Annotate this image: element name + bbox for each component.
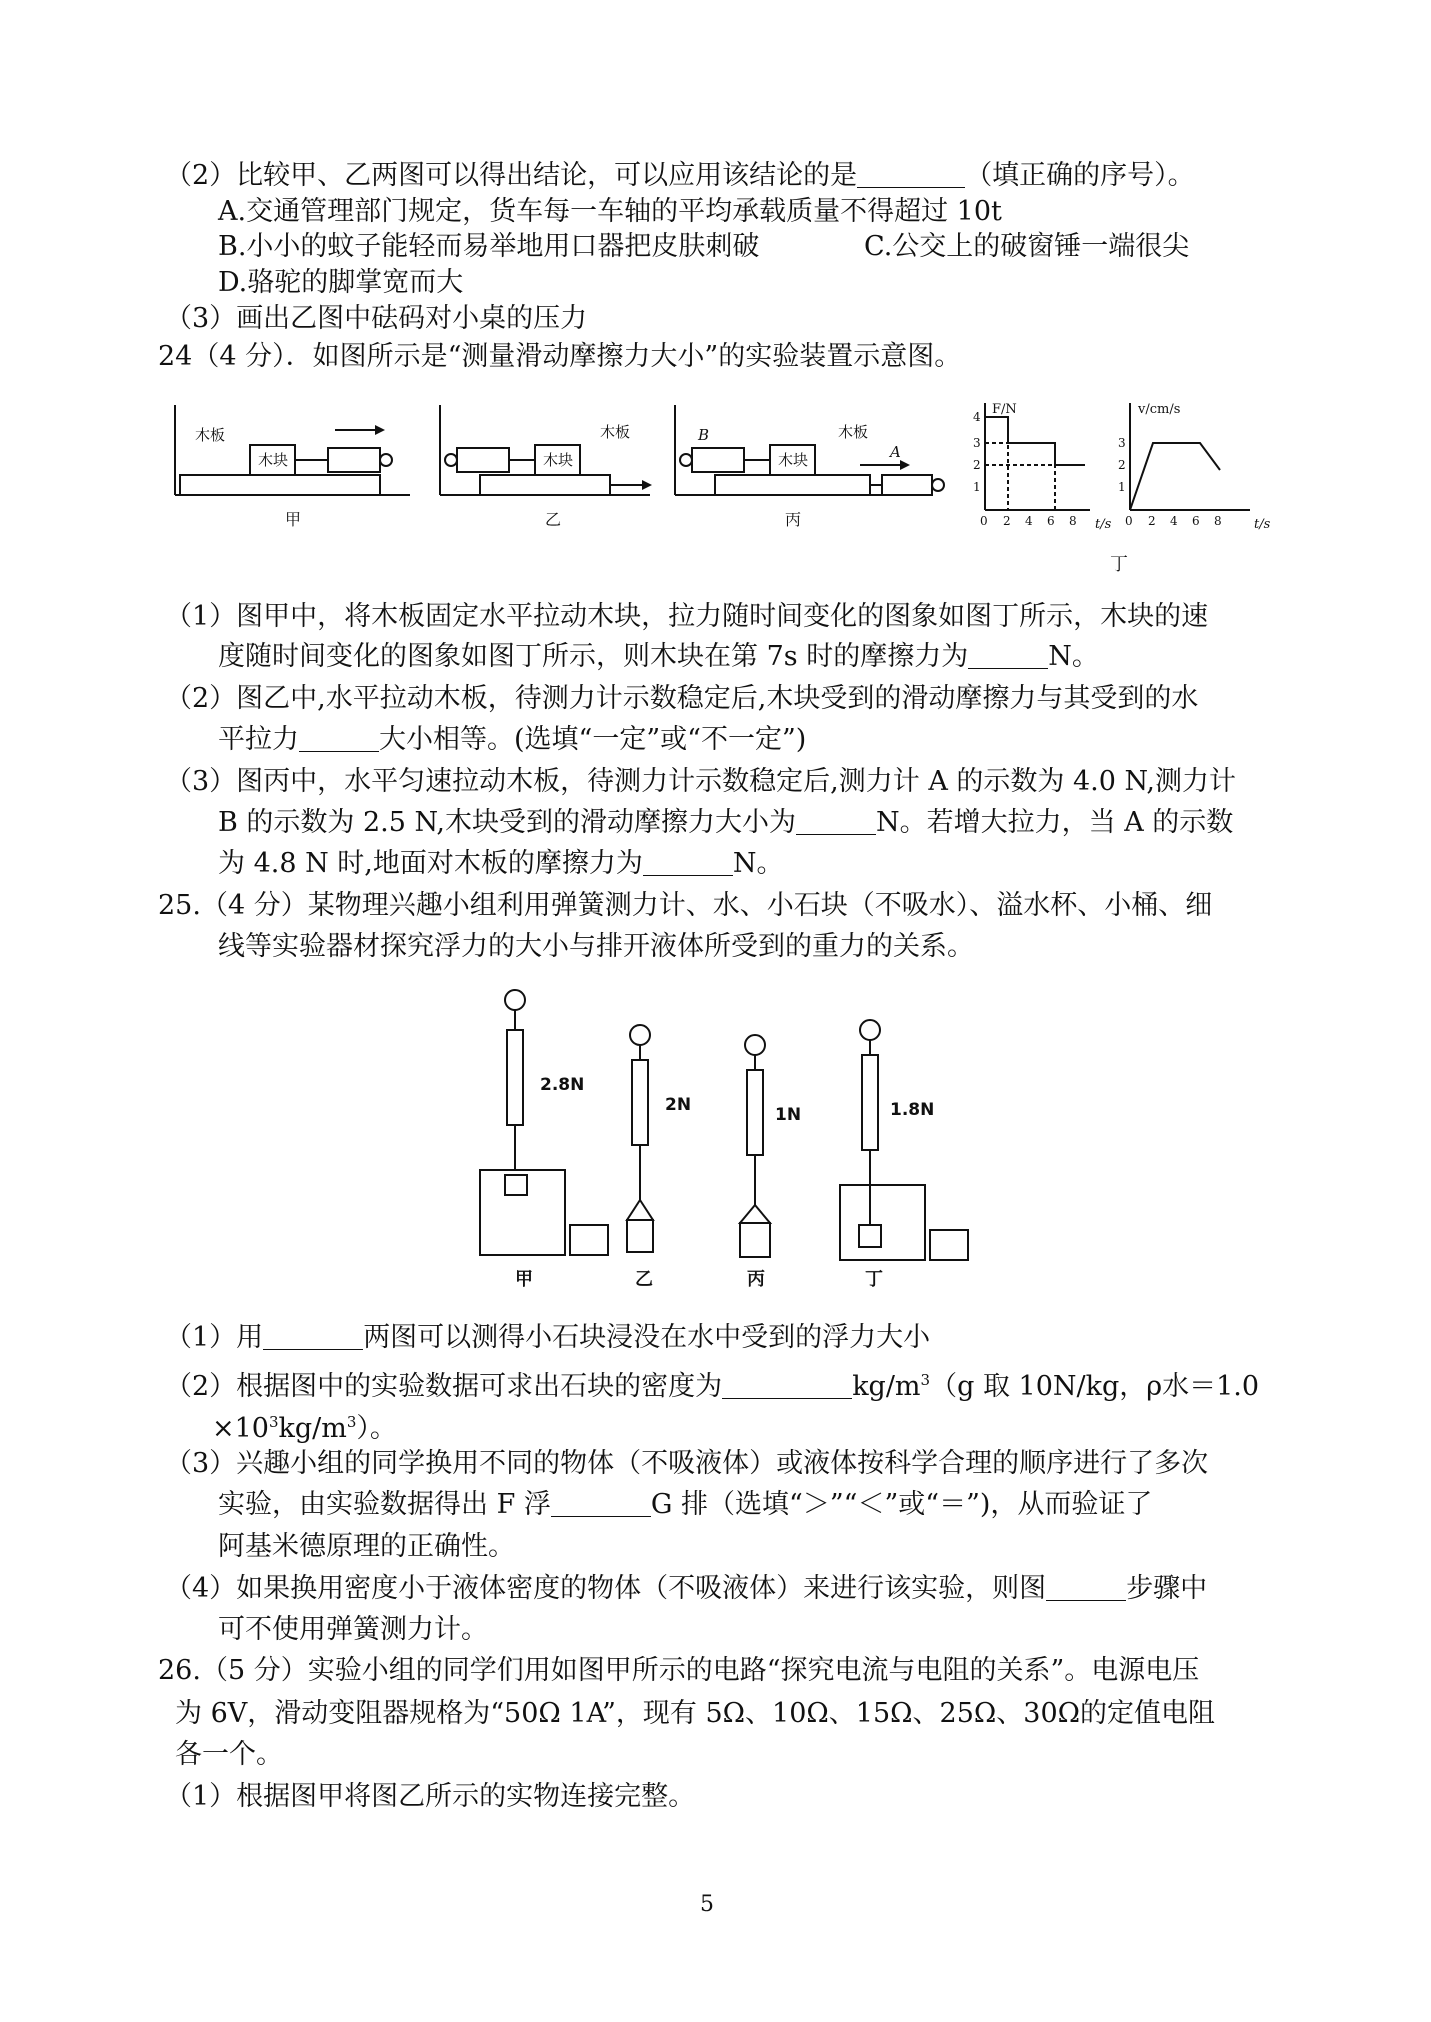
label-board: 木板	[195, 426, 226, 444]
q25-figure	[470, 985, 950, 1295]
v-axis-label: v/cm/s	[1138, 402, 1181, 417]
caption-yi: 乙	[545, 510, 562, 529]
answer-blank[interactable]	[722, 1372, 852, 1399]
q26-line1: 26.（5 分）实验小组的同学们用如图甲所示的电路“探究电流与电阻的关系”。电源电压	[158, 1655, 1200, 1686]
t-axis-label: t/s	[1254, 517, 1271, 532]
reading-bing: 1N	[775, 1105, 802, 1125]
t-tick: 4	[1170, 514, 1178, 528]
t-tick: 8	[1069, 514, 1077, 528]
q23-option-d: D.骆驼的脚掌宽而大	[218, 267, 464, 298]
answer-blank[interactable]	[643, 849, 733, 876]
q24-part2-line1: （2）图乙中,水平拉动木板，待测力计示数稳定后,木块受到的滑动摩擦力与其受到的水	[165, 683, 1199, 714]
f-tick: 4	[973, 410, 981, 424]
f-tick: 2	[973, 458, 981, 472]
answer-blank[interactable]	[299, 725, 379, 752]
answer-blank[interactable]	[968, 642, 1048, 669]
caption-jia: 甲	[515, 1269, 533, 1290]
q25-part4-line1: （4）如果换用密度小于液体密度的物体（不吸液体）来进行该实验，则图 步骤中	[165, 1573, 1208, 1604]
q25-part3-line1: （3）兴趣小组的同学换用不同的物体（不吸液体）或液体按科学合理的顺序进行了多次	[165, 1448, 1209, 1479]
q24-part1-line2: 度随时间变化的图象如图丁所示，则木块在第 7s 时的摩擦力为 N。	[218, 641, 1099, 672]
reading-jia: 2.8N	[540, 1075, 585, 1095]
v-tick: 2	[1118, 458, 1126, 472]
reading-ding: 1.8N	[890, 1100, 935, 1120]
q24-title: 24（4 分）．如图所示是“测量滑动摩擦力大小”的实验装置示意图。	[158, 341, 962, 372]
q24-part3-line3: 为 4.8 N 时,地面对木板的摩擦力为 N。	[218, 848, 784, 879]
q26-line3: 各一个。	[175, 1739, 283, 1770]
q25-part2-line1: （2）根据图中的实验数据可求出石块的密度为 $kg/m^3(g$ 取 10N/kg，ρ水＝1.0	[165, 1371, 1260, 1402]
buoyancy-experiment-diagram	[470, 985, 950, 1295]
caption-ding: 丁	[1110, 554, 1128, 575]
q23-part3: （3）画出乙图中砝码对小桌的压力	[165, 303, 588, 334]
reading-yi: 2N	[665, 1095, 692, 1115]
label-board: 木板	[838, 423, 869, 441]
q26-part1: （1）根据图甲将图乙所示的实物连接完整。	[165, 1781, 696, 1812]
t-tick: 8	[1214, 514, 1222, 528]
caption-jia: 甲	[285, 510, 302, 529]
t-tick: 2	[1003, 514, 1011, 528]
answer-blank[interactable]	[551, 1490, 651, 1517]
q24-part3-line1: （3）图丙中，水平匀速拉动木板，待测力计示数稳定后,测力计 A 的示数为 4.0 N,测力计	[165, 766, 1237, 797]
q25-title-line2: 线等实验器材探究浮力的大小与排开液体所受到的重力的关系。	[218, 931, 974, 962]
caption-bing: 丙	[785, 510, 802, 529]
t-tick: 4	[1025, 514, 1033, 528]
label-block: 木块	[258, 451, 289, 469]
q25-part2-line2: $\times 10^3kg/m^3$）。	[212, 1413, 397, 1444]
friction-apparatus-diagram	[170, 395, 1290, 595]
q23-part2: （2）比较甲、乙两图可以得出结论，可以应用该结论的是 （填正确的序号）。	[165, 160, 1195, 191]
f-tick: 3	[973, 436, 981, 450]
q23-option-c: C.公交上的破窗锤一端很尖	[864, 231, 1190, 262]
f-axis-label: F/N	[992, 402, 1017, 417]
t-axis-label: t/s	[1095, 517, 1112, 532]
t-tick: 6	[1047, 514, 1055, 528]
caption-bing: 丙	[747, 1269, 765, 1290]
q25-part3-line3: 阿基米德原理的正确性。	[218, 1531, 515, 1562]
f-tick: 1	[973, 480, 981, 494]
t-tick: 0	[1125, 514, 1133, 528]
q25-part4-line2: 可不使用弹簧测力计。	[218, 1614, 488, 1645]
label-b: B	[698, 426, 710, 444]
q24-part2-line2: 平拉力 大小相等。(选填“一定”或“不一定”)	[218, 724, 807, 755]
page-number: 5	[700, 1892, 714, 1917]
q24-figure	[170, 395, 1290, 595]
answer-blank[interactable]	[796, 808, 876, 835]
label-block: 木块	[543, 451, 574, 469]
t-tick: 0	[980, 514, 988, 528]
answer-blank[interactable]	[857, 161, 965, 188]
answer-blank[interactable]	[1046, 1574, 1126, 1601]
q24-part1-line1: （1）图甲中，将木板固定水平拉动木块，拉力随时间变化的图象如图丁所示，木块的速	[165, 601, 1209, 632]
caption-yi: 乙	[635, 1269, 653, 1290]
q23-option-a: A.交通管理部门规定，货车每一车轴的平均承载质量不得超过 10t	[218, 196, 1002, 227]
label-board: 木板	[600, 423, 631, 441]
caption-ding: 丁	[865, 1269, 883, 1290]
v-tick: 1	[1118, 480, 1126, 494]
q25-title-line1: 25.（4 分）某物理兴趣小组利用弹簧测力计、水、小石块（不吸水）、溢水杯、小桶、细	[158, 890, 1213, 921]
answer-blank[interactable]	[263, 1323, 363, 1350]
t-tick: 2	[1148, 514, 1156, 528]
q25-part1: （1）用 两图可以测得小石块浸没在水中受到的浮力大小	[165, 1322, 931, 1353]
label-block: 木块	[778, 451, 809, 469]
q23-option-b: B.小小的蚊子能轻而易举地用口器把皮肤刺破	[218, 231, 760, 262]
v-tick: 3	[1118, 436, 1126, 450]
label-a: A	[890, 443, 901, 461]
q26-line2: 为 6V，滑动变阻器规格为“50Ω 1A”，现有 5Ω、10Ω、15Ω、25Ω、30Ω的定值电阻	[175, 1698, 1216, 1729]
q25-part3-line2: 实验，由实验数据得出 F 浮 G 排（选填“＞”“＜”或“＝”)，从而验证了	[218, 1489, 1153, 1520]
q24-part3-line2: B 的示数为 2.5 N,木块受到的滑动摩擦力大小为 N。若增大拉力，当 A 的示数	[218, 807, 1234, 838]
t-tick: 6	[1192, 514, 1200, 528]
